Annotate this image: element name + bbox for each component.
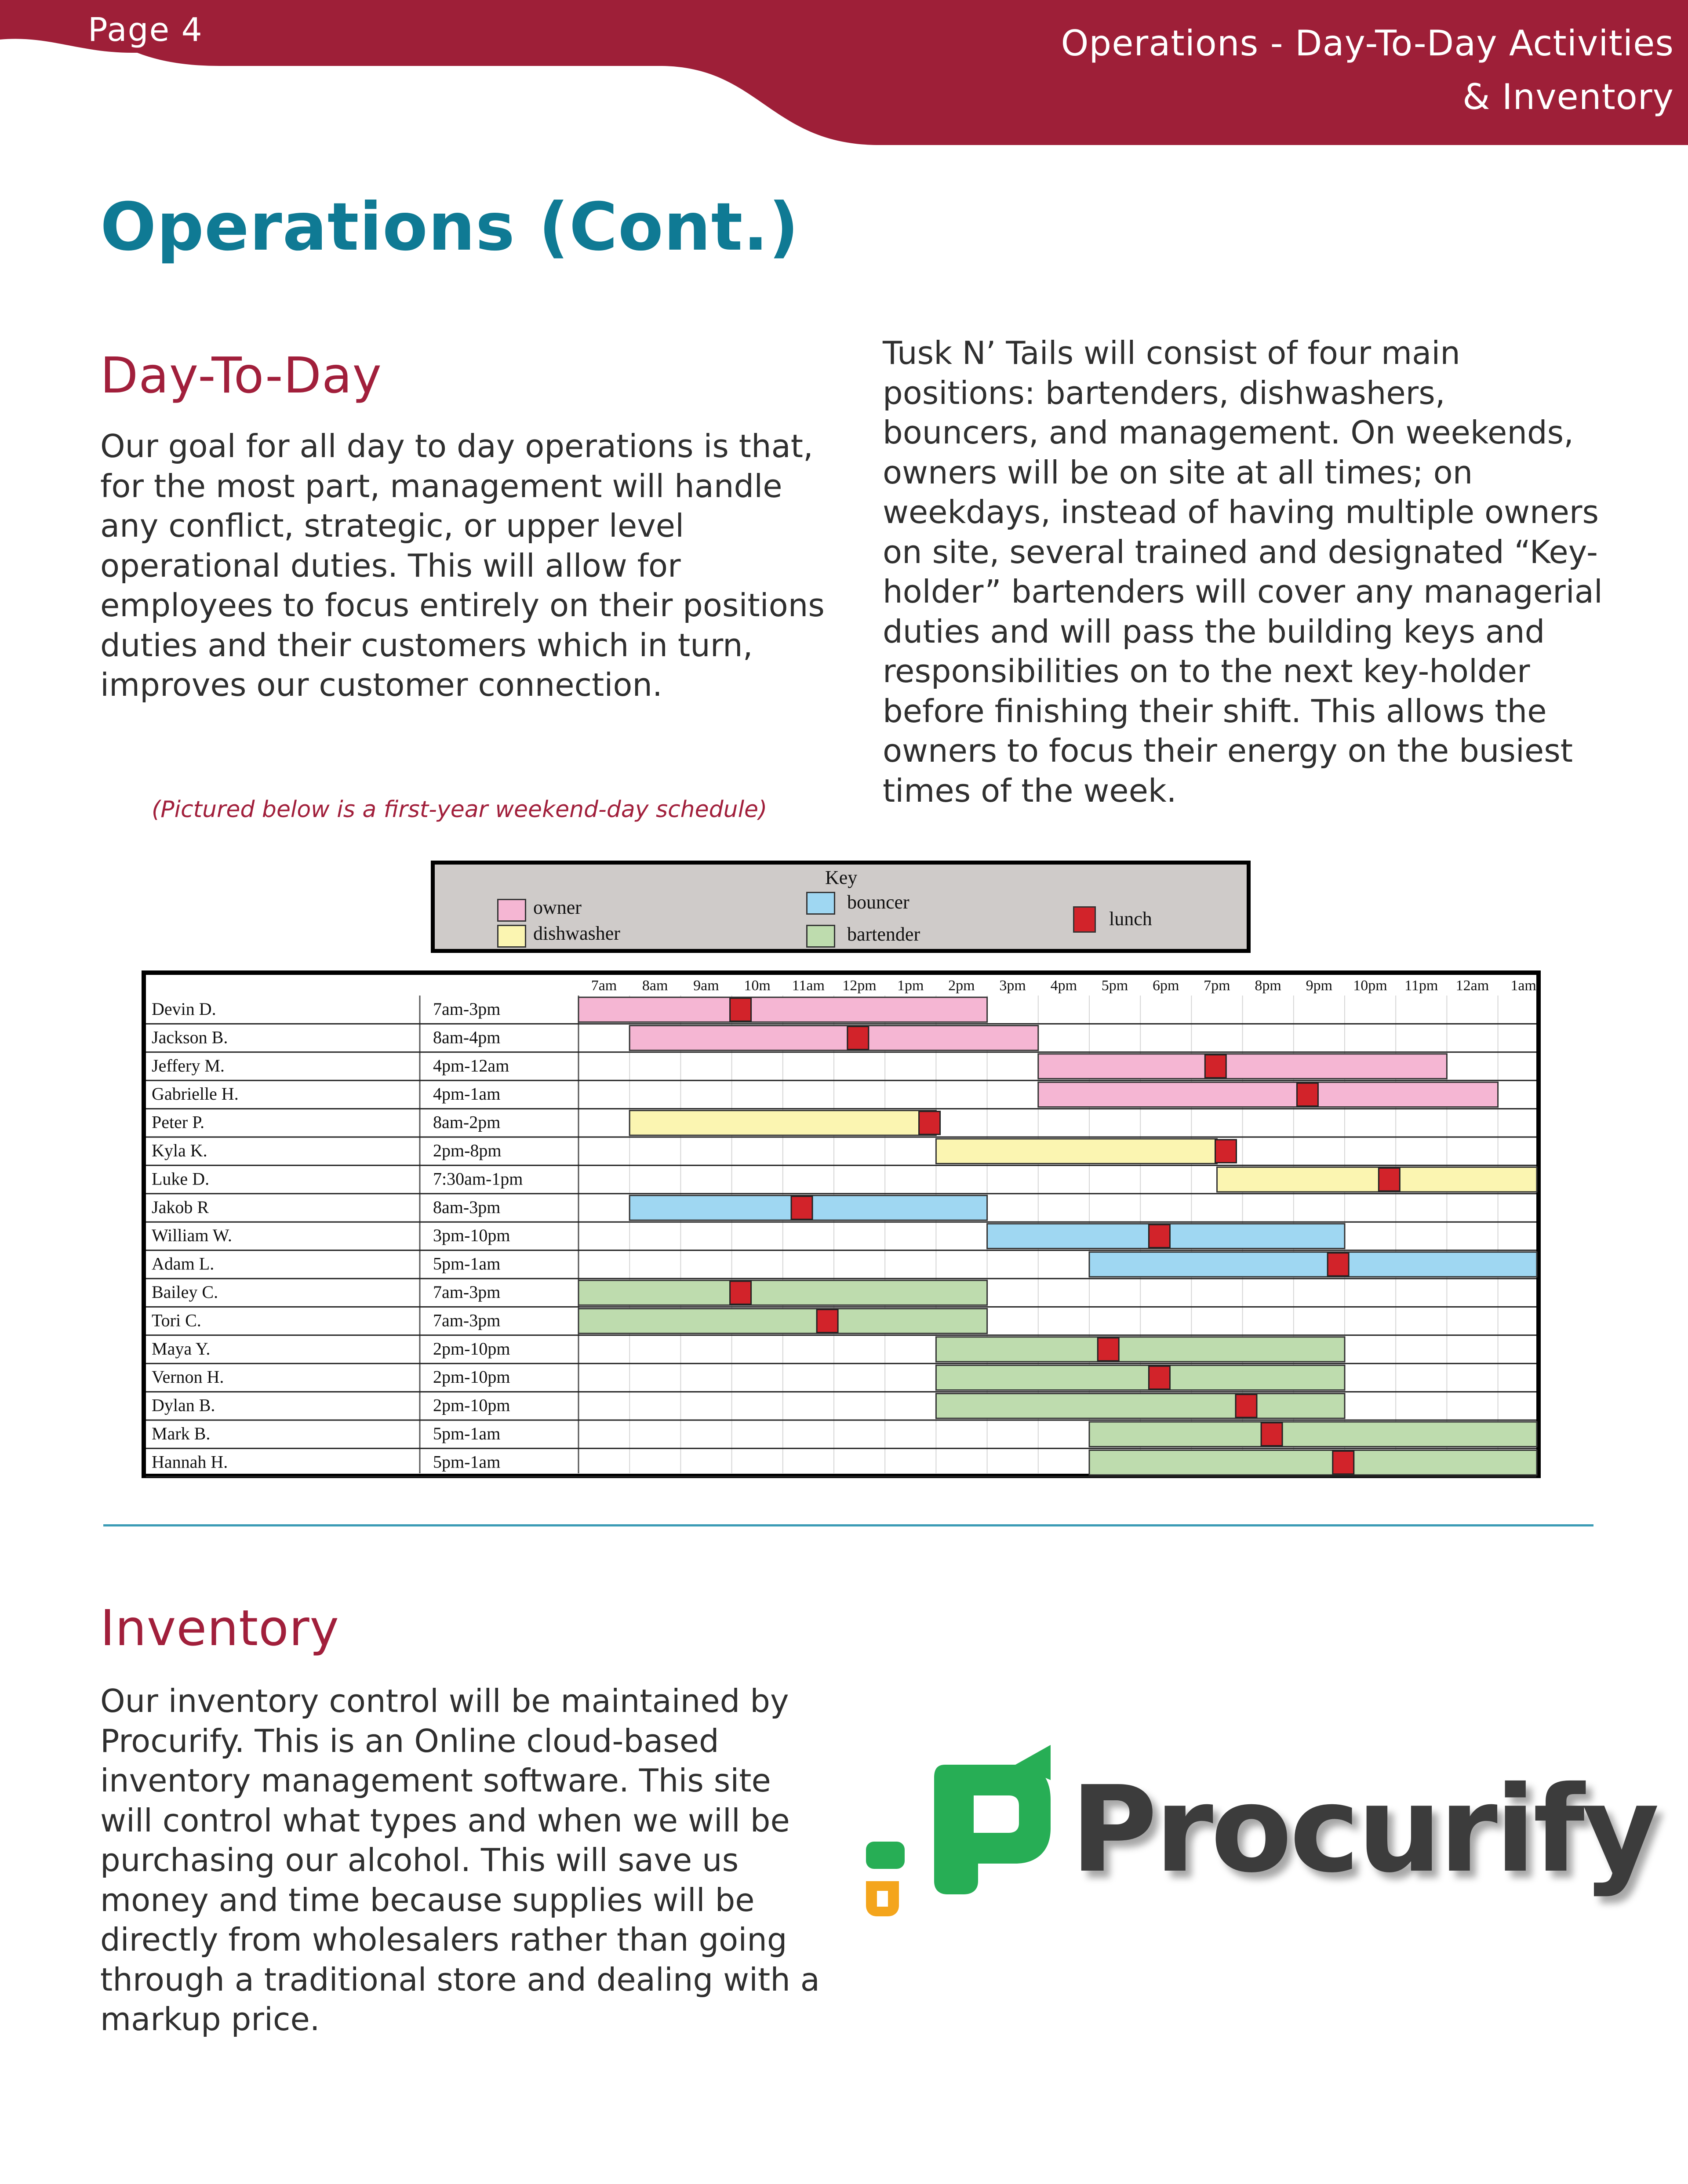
hour-tick-label: 6pm: [1152, 978, 1179, 994]
key-title: Key: [825, 867, 858, 888]
shift-bar: [578, 1280, 987, 1305]
procurify-logo-mark: [857, 1736, 1068, 1921]
bartender-key-label: bartender: [847, 923, 920, 945]
hour-tick-label: 8pm: [1255, 978, 1281, 994]
schedule-shift-time: 7am-3pm: [433, 1310, 501, 1330]
shift-bar: [629, 1025, 1038, 1050]
inventory-paragraph: Our inventory control will be maintained by Procurify. This is an Online cloud-based inventory management software. This site will control what types and when we will be purchasing our alcohol. This will save us money and time because supplies will be directly from wholesalers rather than going through a traditional store and dealing with a markup price.: [100, 1683, 820, 2038]
logo-p-shape: [934, 1765, 1051, 1894]
banner-title-line-2: & Inventory: [1462, 76, 1674, 117]
schedule-employee-name: Jeffery M.: [152, 1055, 225, 1076]
shift-bar: [1089, 1252, 1537, 1277]
shift-bar: [629, 1111, 936, 1135]
shift-bar: [1089, 1422, 1537, 1446]
schedule-employee-name: Jackson B.: [152, 1027, 228, 1047]
hour-tick-label: 10m: [744, 978, 771, 994]
hour-tick-label: 8am: [642, 978, 668, 994]
lunch-marker: [1236, 1395, 1257, 1417]
hour-tick-label: 3pm: [999, 978, 1026, 994]
day-to-day-heading: Day-To-Day: [100, 347, 382, 404]
schedule-employee-name: Tori C.: [152, 1310, 201, 1330]
schedule-shift-time: 7am-3pm: [433, 1282, 501, 1302]
logo-dot-orange: [866, 1881, 899, 1916]
day-to-day-right-paragraph: Tusk N’ Tails will consist of four main positions: bartenders, dishwashers, bouncers, and management. On weekends, owners will be on site at all times; on weekdays, instead of having multiple owners on site, several trained and designated “Key-holder” bartenders will cover any managerial duties and will pass the building keys and responsibilities on to the next key-holder before finishing their shift. This allows the owners to focus their energy on the busiest times of the week.: [883, 334, 1603, 809]
schedule-shift-time: 3pm-10pm: [433, 1225, 510, 1246]
hour-tick-label: 5pm: [1101, 978, 1128, 994]
shift-bar: [1217, 1167, 1537, 1192]
schedule-shift-time: 2pm-10pm: [433, 1395, 510, 1415]
shift-bar: [578, 997, 987, 1022]
schedule-shift-time: 4pm-12am: [433, 1055, 509, 1076]
schedule-shift-time: 7am-3pm: [433, 999, 501, 1019]
shift-bar: [936, 1337, 1345, 1362]
schedule-shift-time: 8am-4pm: [433, 1027, 501, 1047]
bouncer-key-label: bouncer: [847, 891, 909, 913]
hour-tick-label: 2pm: [948, 978, 975, 994]
hour-tick-label: 10pm: [1353, 978, 1387, 994]
schedule-employee-name: Gabrielle H.: [152, 1084, 239, 1104]
procurify-logo: [857, 1736, 1657, 1921]
shift-bar: [1038, 1082, 1498, 1107]
schedule-shift-time: 5pm-1am: [433, 1254, 501, 1274]
dishwasher-key-label: dishwasher: [533, 923, 620, 944]
procurify-wordmark: Procurify: [1070, 1760, 1657, 1899]
hour-tick-label: 1pm: [897, 978, 924, 994]
page-number: Page 4: [88, 11, 203, 49]
schedule-shift-time: 8am-3pm: [433, 1197, 501, 1217]
hour-tick-label: 4pm: [1050, 978, 1077, 994]
shift-bar: [1038, 1054, 1447, 1079]
shift-bar: [936, 1394, 1345, 1418]
page-title: Operations (Cont.): [100, 189, 799, 265]
schedule-employee-name: Jakob R: [152, 1197, 209, 1217]
lunch-marker: [1328, 1253, 1349, 1276]
schedule-employee-name: Hannah H.: [152, 1452, 228, 1472]
hour-tick-label: 7am: [591, 978, 617, 994]
schedule-employee-name: Adam L.: [152, 1254, 215, 1274]
lunch-marker: [730, 998, 751, 1021]
schedule-shift-time: 2pm-10pm: [433, 1338, 510, 1359]
schedule-employee-name: Maya Y.: [152, 1338, 211, 1359]
lunch-marker: [919, 1112, 940, 1134]
schedule-employee-name: Vernon H.: [152, 1367, 224, 1387]
owner-key-label: owner: [533, 897, 582, 918]
lunch-marker: [1215, 1140, 1237, 1163]
schedule-shift-time: 7:30am-1pm: [433, 1169, 523, 1189]
lunch-marker: [1379, 1168, 1400, 1191]
lunch-marker: [1261, 1423, 1282, 1446]
day-to-day-left-paragraph: Our goal for all day to day operations is that, for the most part, management will handle any conflict, strategic, or upper level operational duties. This will allow for employees to focus entirely on their positions duties and their customers which in turn, improves our customer connection.: [100, 428, 825, 703]
schedule-employee-name: Luke D.: [152, 1169, 210, 1189]
lunch-marker: [791, 1196, 812, 1219]
lunch-marker: [1297, 1083, 1318, 1106]
schedule-employee-name: Mark B.: [152, 1424, 211, 1443]
schedule-employee-name: Bailey C.: [152, 1282, 218, 1302]
lunch-marker: [1098, 1338, 1119, 1361]
schedule-shift-time: 2pm-8pm: [433, 1141, 502, 1160]
hour-tick-label: 12am: [1455, 978, 1489, 994]
schedule-shift-time: 5pm-1am: [433, 1452, 501, 1472]
lunch-marker: [817, 1309, 838, 1332]
hour-tick-label: 1am: [1510, 978, 1536, 994]
section-divider: [103, 1524, 1593, 1526]
schedule-shift-time: 8am-2pm: [433, 1112, 501, 1132]
inventory-heading: Inventory: [100, 1600, 339, 1657]
shift-bar: [936, 1139, 1217, 1163]
hour-tick-label: 9am: [693, 978, 719, 994]
logo-dot-green: [866, 1842, 905, 1869]
schedule-employee-name: Devin D.: [152, 999, 216, 1019]
lunch-key-label: lunch: [1109, 908, 1152, 930]
lunch-marker: [1333, 1451, 1354, 1474]
shift-bar: [936, 1365, 1345, 1390]
hour-tick-label: 9pm: [1306, 978, 1333, 994]
schedule-shift-time: 4pm-1am: [433, 1084, 501, 1104]
hour-tick-label: 11pm: [1404, 978, 1438, 994]
banner-title-line-1: Operations - Day-To-Day Activities: [1061, 23, 1674, 64]
schedule-shift-time: 2pm-10pm: [433, 1367, 510, 1387]
hour-tick-label: 11am: [792, 978, 825, 994]
lunch-marker: [1149, 1366, 1170, 1389]
schedule-shift-time: 5pm-1am: [433, 1424, 501, 1443]
hour-tick-label: 12pm: [842, 978, 877, 994]
schedule-employee-name: Dylan B.: [152, 1395, 215, 1415]
hour-tick-label: 7pm: [1204, 978, 1230, 994]
lunch-marker: [848, 1026, 869, 1049]
shift-bar: [1089, 1450, 1537, 1475]
schedule-caption: (Pictured below is a first-year weekend-day schedule): [152, 796, 768, 823]
shift-bar: [578, 1308, 987, 1333]
lunch-marker: [1205, 1055, 1226, 1078]
lunch-marker: [730, 1281, 751, 1304]
lunch-marker: [1149, 1225, 1170, 1247]
schedule-employee-name: William W.: [152, 1225, 232, 1246]
schedule-employee-name: Kyla K.: [152, 1141, 207, 1160]
schedule-employee-name: Peter P.: [152, 1112, 204, 1132]
